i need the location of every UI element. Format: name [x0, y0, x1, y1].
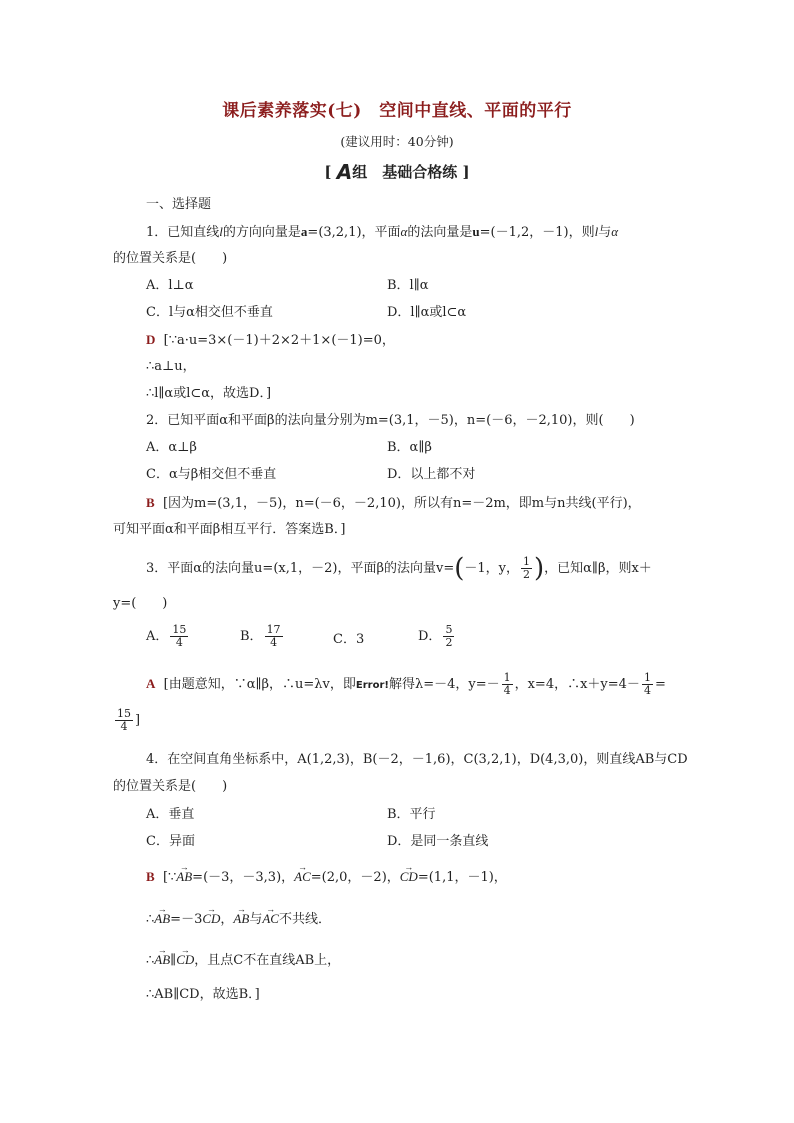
q2-option-c: C．α与β相交但不垂直: [146, 467, 277, 482]
q4-solution-line1: B [∵→ AB=(－3，－3,3)，→ AC=(2,0，－2)，→ CD=(1,1，－1)，: [146, 868, 507, 887]
q2-solution-line2: 可知平面α和平面β相互平行．答案选B．]: [113, 522, 346, 537]
group-heading: [0, 160, 794, 184]
q4-option-c: C．异面: [146, 834, 195, 849]
bracket-close: ]: [462, 163, 470, 181]
q2-stem: 2．已知平面α和平面β的法向量分别为m=(3,1，－5)，n=(－6，－2,10)，则( ): [146, 413, 635, 428]
q3-stem-line2: y=( ): [113, 596, 168, 611]
q4-answer: B: [146, 869, 155, 884]
q1-solution-line1: D [∵a·u=3×(－1)＋2×2＋1×(－1)=0，: [146, 332, 395, 348]
q4-stem-line2: 的位置关系是( ): [113, 779, 228, 794]
bracket-open: [: [324, 163, 332, 181]
page-title: 课后素养落实(七) 空间中直线、平面的平行: [222, 101, 572, 121]
q4-solution-line4: ∴AB∥CD，故选B．]: [146, 987, 260, 1002]
q1-answer: D: [146, 332, 156, 347]
q4-solution-line2: ∴→ AB=－3→ CD，→ AB与→ AC不共线．: [146, 910, 331, 929]
q2-solution-line1: B [因为m=(3,1，－5)，n=(－6，－2,10)，所以有n=－2m，即m与n共线(平行)，: [146, 495, 641, 511]
q4-option-d: D．是同一条直线: [387, 834, 489, 849]
q1-option-a: A．l⊥α: [146, 278, 194, 293]
suggested-time: (建议用时：40分钟): [340, 134, 454, 149]
q3-option-b: B． $\frac{17}{4}$: [240, 623, 281, 649]
q4-option-a: A．垂直: [146, 807, 195, 822]
q4-stem: 4．在空间直角坐标系中，A(1,2,3)，B(－2，－1,6)，C(3,2,1)，D(4,3,0)，则直线AB与CD: [146, 752, 688, 767]
q3-option-a: A． $\frac{15}{4}$: [146, 623, 187, 649]
q1-solution-line2: ∴a⊥u，: [146, 359, 196, 374]
q1-stem-line2: 的位置关系是( ): [113, 251, 228, 266]
q3-solution-line1: A [由题意知，∵α∥β，∴u=λv，即Error!解得λ=－4，y=－ $\frac{1}{4}$ ，x=4，∴x＋y=4－ $\frac{1}{4}$ =: [146, 671, 666, 697]
q1-option-c: C．l与α相交但不垂直: [146, 305, 273, 320]
q1-option-d: D．l∥α或l⊂α: [387, 305, 467, 320]
q4-solution-line3: ∴→ AB∥→ CD，且点C不在直线AB上，: [146, 951, 340, 970]
q1-option-b: B．l∥α: [387, 278, 429, 293]
q3-half-fraction: $\frac{1}{2}$: [523, 555, 530, 581]
group-letter: A: [336, 160, 353, 184]
q1-stem: 1．已知直线l的方向向量是a=(3,2,1)，平面α的法向量是u=(－1,2，－1)，则l与α: [146, 224, 619, 240]
q3-option-d: D． $\frac{5}{2}$: [418, 623, 453, 649]
q3-solution-line2: $\frac{15}{4}$ ]: [117, 707, 141, 733]
q2-answer: B: [146, 495, 155, 510]
q3-option-c: C．3: [333, 632, 365, 647]
section-heading: 一、选择题: [146, 197, 212, 212]
q2-option-b: B．α∥β: [387, 440, 432, 455]
q4-option-b: B．平行: [387, 807, 436, 822]
q2-option-d: D．以上都不对: [387, 467, 476, 482]
q3-stem: 3．平面α的法向量u=(x,1，－2)，平面β的法向量v=(－1，y， $\frac{1}{2}$ )，已知α∥β，则x＋: [146, 553, 652, 584]
q3-answer: A: [146, 676, 156, 691]
q1-solution-line3: ∴l∥α或l⊂α，故选D．]: [146, 386, 272, 401]
q2-option-a: A．α⊥β: [146, 440, 197, 455]
group-text: 组 基础合格练: [352, 163, 458, 181]
